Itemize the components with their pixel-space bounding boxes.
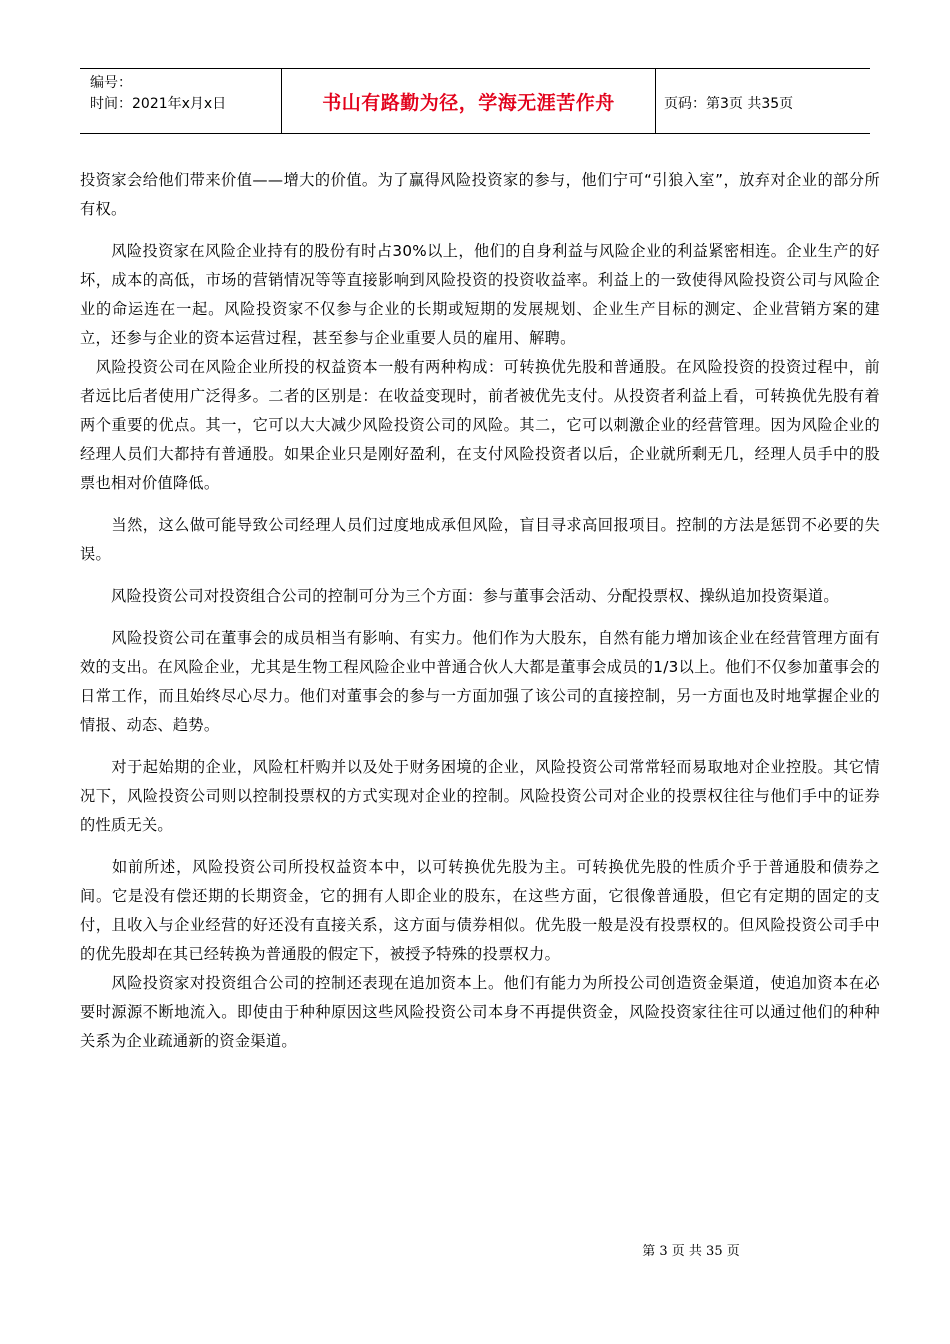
paragraph: 风险投资公司在董事会的成员相当有影响、有实力。他们作为大股东，自然有能力增加该企业在经营管理方面有效的支出。在风险企业，尤其是生物工程风险企业中普通合伙人大都是董事会成员的1/3以上。他们不仅参加董事会的日常工作，而且始终尽心尽力。他们对董事会的参与一方面加强了该公司的直接控制，另一方面也及时地掌握企业的情报、动态、趋势。 [80,629,880,734]
header-meta [80,69,282,133]
header-motto-cell [282,69,656,133]
paragraph: 风险投资家在风险企业持有的股份有时占30%以上，他们的自身利益与风险企业的利益紧密相连。企业生产的好坏，成本的高低，市场的营销情况等等直接影响到风险投资的投资收益率。利益上的一致使得风险投资公司与风险企业的命运连在一起。风险投资家不仅参与企业的长期或短期的发展规划、企业生产目标的测定、企业营销方案的建立，还参与企业的资本运营过程，甚至参与企业重要人员的雇用、解聘。 [80,242,880,347]
page-footer [0,1240,950,1259]
paragraph: 当然，这么做可能导致公司经理人员们过度地成承但风险，盲目寻求高回报项目。控制的方法是惩罚不必要的失误。 [80,516,880,563]
document-number: 编号： [90,75,132,91]
paragraph: 风险投资家对投资组合公司的控制还表现在追加资本上。他们有能力为所投公司创造资金渠道，使追加资本在必要时源源不断地流入。即使由于种种原因这些风险投资公司本身不再提供资金，风险投资家往往可以通过他们的种种关系为企业疏通新的资金渠道。 [80,974,880,1050]
page-header [80,68,870,134]
footer-page-number: 第 3 页 共 35 页 [642,1244,740,1259]
paragraph: 风险投资公司对投资组合公司的控制可分为三个方面：参与董事会活动、分配投票权、操纵追加投资渠道。 [80,587,839,605]
paragraph: 投资家会给他们带来价值——增大的价值。为了赢得风险投资家的参与，他们宁可“引狼入室”，放弃对企业的部分所有权。 [80,171,880,218]
header-page-info: 页码：第3页 共35页 [664,96,794,112]
paragraph: 风险投资公司在风险企业所投的权益资本一般有两种构成：可转换优先股和普通股。在风险投资的投资过程中，前者远比后者使用广泛得多。二者的区别是：在收益变现时，前者被优先支付。从投资者利益上看，可转换优先股有着两个重要的优点。其一，它可以大大减少风险投资公司的风险。其二，它可以刺激企业的经营管理。因为风险企业的经理人员们大都持有普通股。如果企业只是刚好盈利，在支付风险投资者以后，企业就所剩无几，经理人员手中的股票也相对价值降低。 [80,358,880,492]
paragraph: 对于起始期的企业，风险杠杆购并以及处于财务困境的企业，风险投资公司常常轻而易取地对企业控股。其它情况下，风险投资公司则以控制投票权的方式实现对企业的控制。风险投资公司对企业的投票权往往与他们手中的证券的性质无关。 [80,758,880,834]
header-motto: 书山有路勤为径，学海无涯苦作舟 [322,91,615,114]
document-date: 时间：2021年x月x日 [90,96,227,112]
document-body [80,166,880,1056]
paragraph: 如前所述，风险投资公司所投权益资本中，以可转换优先股为主。可转换优先股的性质介乎于普通股和债券之间。它是没有偿还期的长期资金，它的拥有人即企业的股东，在这些方面，它很像普通股，但它有定期的固定的支付，且收入与企业经营的好还没有直接关系，这方面与债券相似。优先股一般是没有投票权的。但风险投资公司手中的优先股却在其已经转换为普通股的假定下，被授予特殊的投票权力。 [80,858,880,963]
